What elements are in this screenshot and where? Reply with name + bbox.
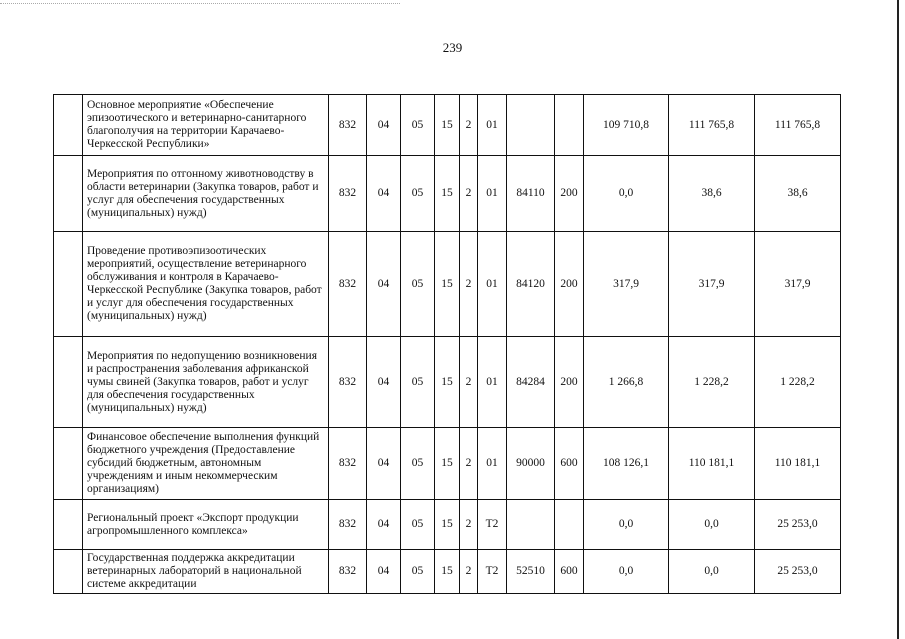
- cell-program: 15: [435, 337, 460, 428]
- cell-section: 04: [367, 337, 401, 428]
- cell-amount-3: 317,9: [755, 232, 841, 337]
- cell-expense-type: 200: [555, 232, 584, 337]
- cell-event: 01: [478, 337, 507, 428]
- cell-amount-3: 25 253,0: [755, 550, 841, 594]
- scan-edge-line: [897, 0, 899, 639]
- cell-subprogram: 2: [460, 232, 478, 337]
- cell-section: 04: [367, 232, 401, 337]
- cell-amount-3: 1 228,2: [755, 337, 841, 428]
- cell-section: 04: [367, 550, 401, 594]
- table-row: [54, 156, 841, 232]
- row-name-cell: Финансовое обеспечение выполнения функций бюджетного учреждения (Предоставление субсидий бюджетным, автономным учреждениям и иным некоммерческим организациям): [83, 428, 329, 500]
- table-row: [54, 500, 841, 550]
- row-number-cell: [54, 550, 83, 594]
- cell-amount-2: 1 228,2: [669, 337, 755, 428]
- cell-expense-type: 200: [555, 337, 584, 428]
- row-name-cell: Основное мероприятие «Обеспечение эпизоотического и ветеринарно-санитарного благополучия на территории Карачаево-Черкесской Республики»: [83, 95, 329, 156]
- row-number-cell: [54, 95, 83, 156]
- cell-subprogram: 2: [460, 428, 478, 500]
- cell-direction: [507, 95, 555, 156]
- cell-direction: [507, 500, 555, 550]
- cell-subprogram: 2: [460, 550, 478, 594]
- cell-amount-3: 38,6: [755, 156, 841, 232]
- cell-event: 01: [478, 95, 507, 156]
- cell-amount-1: 109 710,8: [584, 95, 669, 156]
- row-number-cell: [54, 232, 83, 337]
- page-number: 239: [442, 40, 463, 55]
- cell-expense-type: [555, 500, 584, 550]
- cell-amount-2: 0,0: [669, 500, 755, 550]
- cell-direction: 84284: [507, 337, 555, 428]
- cell-amount-1: 108 126,1: [584, 428, 669, 500]
- table-row: [54, 550, 841, 594]
- cell-direction: 90000: [507, 428, 555, 500]
- cell-direction: 52510: [507, 550, 555, 594]
- cell-section: 04: [367, 156, 401, 232]
- cell-amount-3: 25 253,0: [755, 500, 841, 550]
- cell-subsection: 05: [401, 337, 435, 428]
- cell-amount-1: 0,0: [584, 500, 669, 550]
- cell-amount-2: 317,9: [669, 232, 755, 337]
- cell-program: 15: [435, 500, 460, 550]
- cell-amount-1: 317,9: [584, 232, 669, 337]
- cell-section: 04: [367, 428, 401, 500]
- row-name-cell: Мероприятия по отгонному животноводству в области ветеринарии (Закупка товаров, работ и услуг для обеспечения государственных (муниципальных) нужд): [83, 156, 329, 232]
- table-body: [54, 95, 841, 594]
- cell-program: 15: [435, 156, 460, 232]
- row-number-cell: [54, 428, 83, 500]
- cell-direction: 84120: [507, 232, 555, 337]
- cell-amount-2: 111 765,8: [669, 95, 755, 156]
- cell-amount-2: 0,0: [669, 550, 755, 594]
- cell-subprogram: 2: [460, 156, 478, 232]
- row-number-cell: [54, 337, 83, 428]
- cell-subsection: 05: [401, 550, 435, 594]
- cell-program: 15: [435, 428, 460, 500]
- cell-ministry: 832: [329, 232, 367, 337]
- table-row: [54, 95, 841, 156]
- cell-subsection: 05: [401, 428, 435, 500]
- cell-expense-type: 600: [555, 428, 584, 500]
- cell-amount-1: 1 266,8: [584, 337, 669, 428]
- table-row: [54, 337, 841, 428]
- cell-subprogram: 2: [460, 95, 478, 156]
- cell-ministry: 832: [329, 428, 367, 500]
- table-row: [54, 428, 841, 500]
- cell-event: 01: [478, 428, 507, 500]
- cell-amount-1: 0,0: [584, 550, 669, 594]
- cell-expense-type: [555, 95, 584, 156]
- cell-expense-type: 200: [555, 156, 584, 232]
- cell-direction: 84110: [507, 156, 555, 232]
- cell-amount-2: 110 181,1: [669, 428, 755, 500]
- cell-ministry: 832: [329, 337, 367, 428]
- cell-ministry: 832: [329, 95, 367, 156]
- cell-ministry: 832: [329, 500, 367, 550]
- cell-ministry: 832: [329, 550, 367, 594]
- scan-artifact-line: [0, 3, 400, 5]
- row-name-cell: Региональный проект «Экспорт продукции агропромышленного комплекса»: [83, 500, 329, 550]
- cell-program: 15: [435, 550, 460, 594]
- cell-subprogram: 2: [460, 337, 478, 428]
- cell-amount-3: 110 181,1: [755, 428, 841, 500]
- cell-ministry: 832: [329, 156, 367, 232]
- cell-subsection: 05: [401, 95, 435, 156]
- cell-expense-type: 600: [555, 550, 584, 594]
- cell-subprogram: 2: [460, 500, 478, 550]
- cell-program: 15: [435, 232, 460, 337]
- row-name-cell: Мероприятия по недопущению возникновения и распространения заболевания африканской чумы свиней (Закупка товаров, работ и услуг для обеспечения государственных (муниципальных) нужд): [83, 337, 329, 428]
- row-number-cell: [54, 156, 83, 232]
- row-name-cell: Проведение противоэпизоотических мероприятий, осуществление ветеринарного обслуживания и контроля в Карачаево-Черкесской Республике (Закупка товаров, работ и услуг для обеспечения государственных (муниципальных) нужд): [83, 232, 329, 337]
- cell-event: T2: [478, 550, 507, 594]
- cell-event: 01: [478, 232, 507, 337]
- row-number-cell: [54, 500, 83, 550]
- cell-program: 15: [435, 95, 460, 156]
- cell-subsection: 05: [401, 156, 435, 232]
- cell-amount-1: 0,0: [584, 156, 669, 232]
- cell-amount-3: 111 765,8: [755, 95, 841, 156]
- cell-event: T2: [478, 500, 507, 550]
- cell-section: 04: [367, 500, 401, 550]
- cell-event: 01: [478, 156, 507, 232]
- row-name-cell: Государственная поддержка аккредитации ветеринарных лабораторий в национальной системе аккредитации: [83, 550, 329, 594]
- table-row: [54, 232, 841, 337]
- cell-subsection: 05: [401, 232, 435, 337]
- cell-amount-2: 38,6: [669, 156, 755, 232]
- cell-subsection: 05: [401, 500, 435, 550]
- cell-section: 04: [367, 95, 401, 156]
- budget-table: [53, 94, 841, 594]
